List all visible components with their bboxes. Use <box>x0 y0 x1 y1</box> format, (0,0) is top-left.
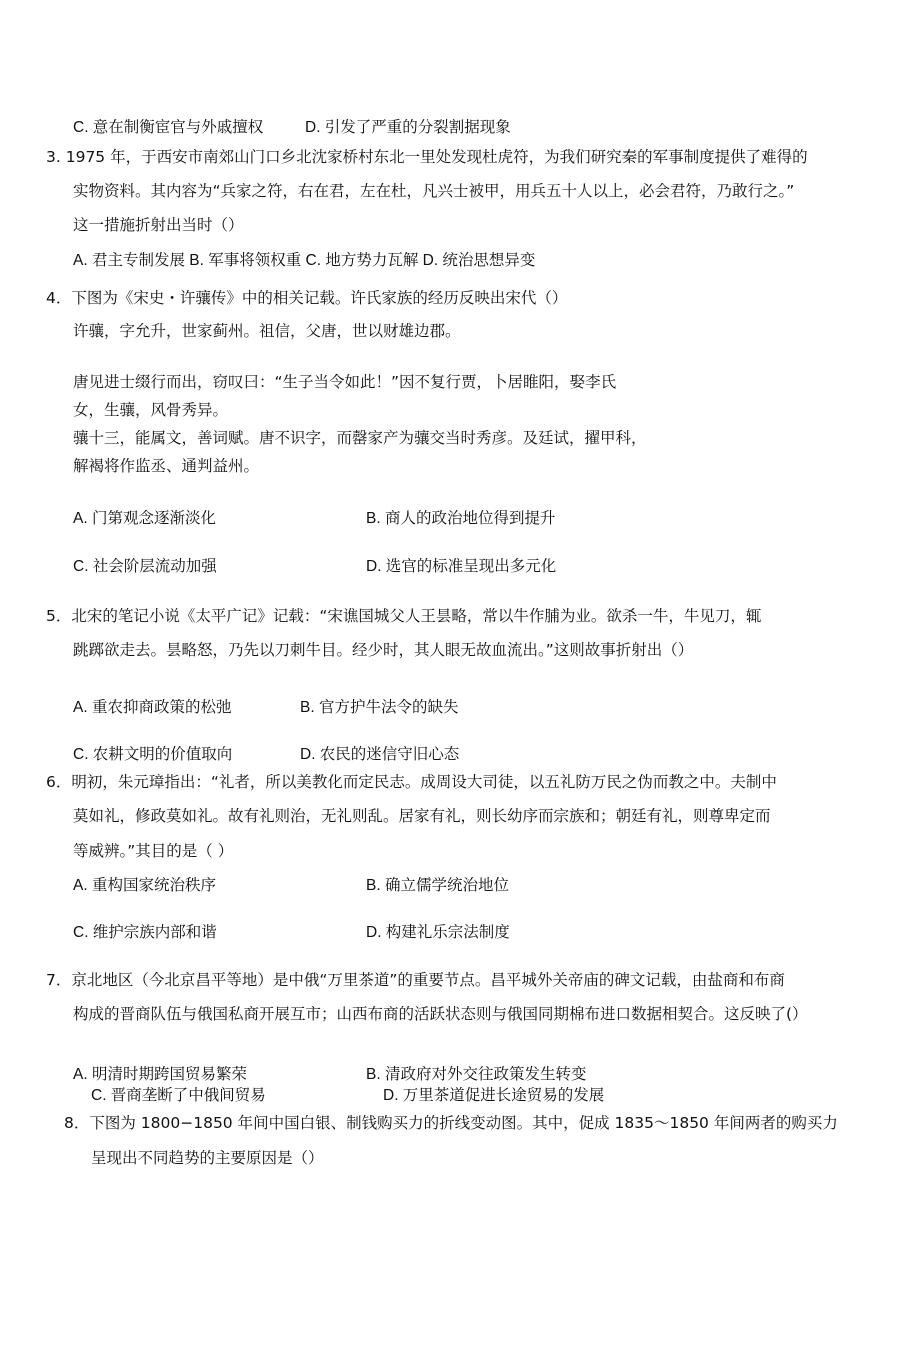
q5-stem-line-2: 跳踯欲走去。昙略怒，乃先以刀刺牛目。经少时，其人眼无故血流出。”这则故事折射出（） <box>73 641 694 659</box>
q4-quote-line-3: 女，生骧，风骨秀异。 <box>73 401 229 419</box>
q6-stem-line-2: 莫如礼，修政莫如礼。故有礼则治，无礼则乱。居家有礼，则长幼序而宗族和；朝廷有礼，则尊卑定而 <box>73 807 771 825</box>
q6-option-c: C. 维护宗族内部和谐 <box>73 924 217 941</box>
q5-option-c: C. 农耕文明的价值取向 <box>73 746 233 763</box>
q6-option-b: B. 确立儒学统治地位 <box>366 877 509 894</box>
q5-stem-line-1: 5．北宋的笔记小说《太平广记》记载：“宋谯国城父人王昙略，常以牛作脯为业。欲杀一牛，牛见刀，辄 <box>46 607 762 625</box>
q7-option-c: C. 晋商垄断了中俄间贸易 <box>91 1087 266 1104</box>
q4-quote-line-2: 唐见进士缀行而出，窃叹曰：“生子当令如此！”因不复行贾，卜居睢阳，娶李氏 <box>73 373 617 391</box>
q8-stem-line-2: 呈现出不同趋势的主要原因是（） <box>91 1149 324 1167</box>
q2-option-c: C. 意在制衡宦官与外戚擅权 <box>73 119 264 136</box>
q4-stem-line-1: 4．下图为《宋史・许骧传》中的相关记载。许氏家族的经历反映出宋代（） <box>46 289 568 307</box>
q3-stem-line-3: 这一措施折射出当时（） <box>73 216 244 234</box>
q5-option-b: B. 官方护牛法令的缺失 <box>300 699 459 716</box>
q7-stem-line-1: 7．京北地区（今北京昌平等地）是中俄“万里茶道”的重要节点。昌平城外关帝庙的碑文记载，由盐商和布商 <box>46 971 785 989</box>
q7-option-a: A. 明清时期跨国贸易繁荣 <box>73 1066 247 1083</box>
q6-option-a: A. 重构国家统治秩序 <box>73 877 216 894</box>
q4-option-b: B. 商人的政治地位得到提升 <box>366 510 556 527</box>
q3-stem-line-2: 实物资料。其内容为“兵家之符，右在君，左在杜，凡兴士被甲，用兵五十人以上，必会君符，乃敢行之。” <box>73 182 795 200</box>
q7-stem-line-2: 构成的晋商队伍与俄国私商开展互市；山西布商的活跃状态则与俄国同期棉布进口数据相契合。这反映了(） <box>73 1005 808 1023</box>
q4-quote-line-1: 许骧，字允升，世家蓟州。祖信，父唐，世以财雄边郡。 <box>73 322 461 340</box>
q3-stem-line-1: 3. 1975 年，于西安市南郊山门口乡北沈家桥村东北一里处发现杜虎符，为我们研究秦的军事制度提供了难得的 <box>46 148 808 166</box>
q7-option-d: D. 万里茶道促进长途贸易的发展 <box>383 1087 605 1104</box>
q4-option-a: A. 门第观念逐渐淡化 <box>73 510 216 527</box>
q8-stem-line-1: 8．下图为 1800−1850 年间中国白银、制钱购买力的折线变动图。其中，促成 1835～1850 年间两者的购买力 <box>64 1114 838 1132</box>
q3-options: A. 君主专制发展 B. 军事将领权重 C. 地方势力瓦解 D. 统治思想异变 <box>73 252 536 269</box>
q6-option-d: D. 构建礼乐宗法制度 <box>366 924 510 941</box>
q4-option-c: C. 社会阶层流动加强 <box>73 558 217 575</box>
q5-option-a: A. 重农抑商政策的松弛 <box>73 699 232 716</box>
q4-quote-line-5: 解褐将作监丞、通判益州。 <box>73 457 260 475</box>
q7-option-b: B. 清政府对外交往政策发生转变 <box>366 1066 587 1083</box>
q2-option-d: D. 引发了严重的分裂割据现象 <box>305 119 511 136</box>
q6-stem-line-1: 6．明初，朱元璋指出：“礼者，所以美教化而定民志。成周设大司徒，以五礼防万民之伪而教之中。夫制中 <box>46 773 777 791</box>
q6-stem-line-3: 等威辨。”其目的是（ ） <box>73 842 234 860</box>
q5-option-d: D. 农民的迷信守旧心态 <box>300 746 460 763</box>
q4-option-d: D. 选官的标准呈现出多元化 <box>366 558 557 575</box>
q4-quote-line-4: 骧十三，能属文，善词赋。唐不识字，而罄家产为骧交当时秀彦。及廷试，擢甲科， <box>73 429 647 447</box>
